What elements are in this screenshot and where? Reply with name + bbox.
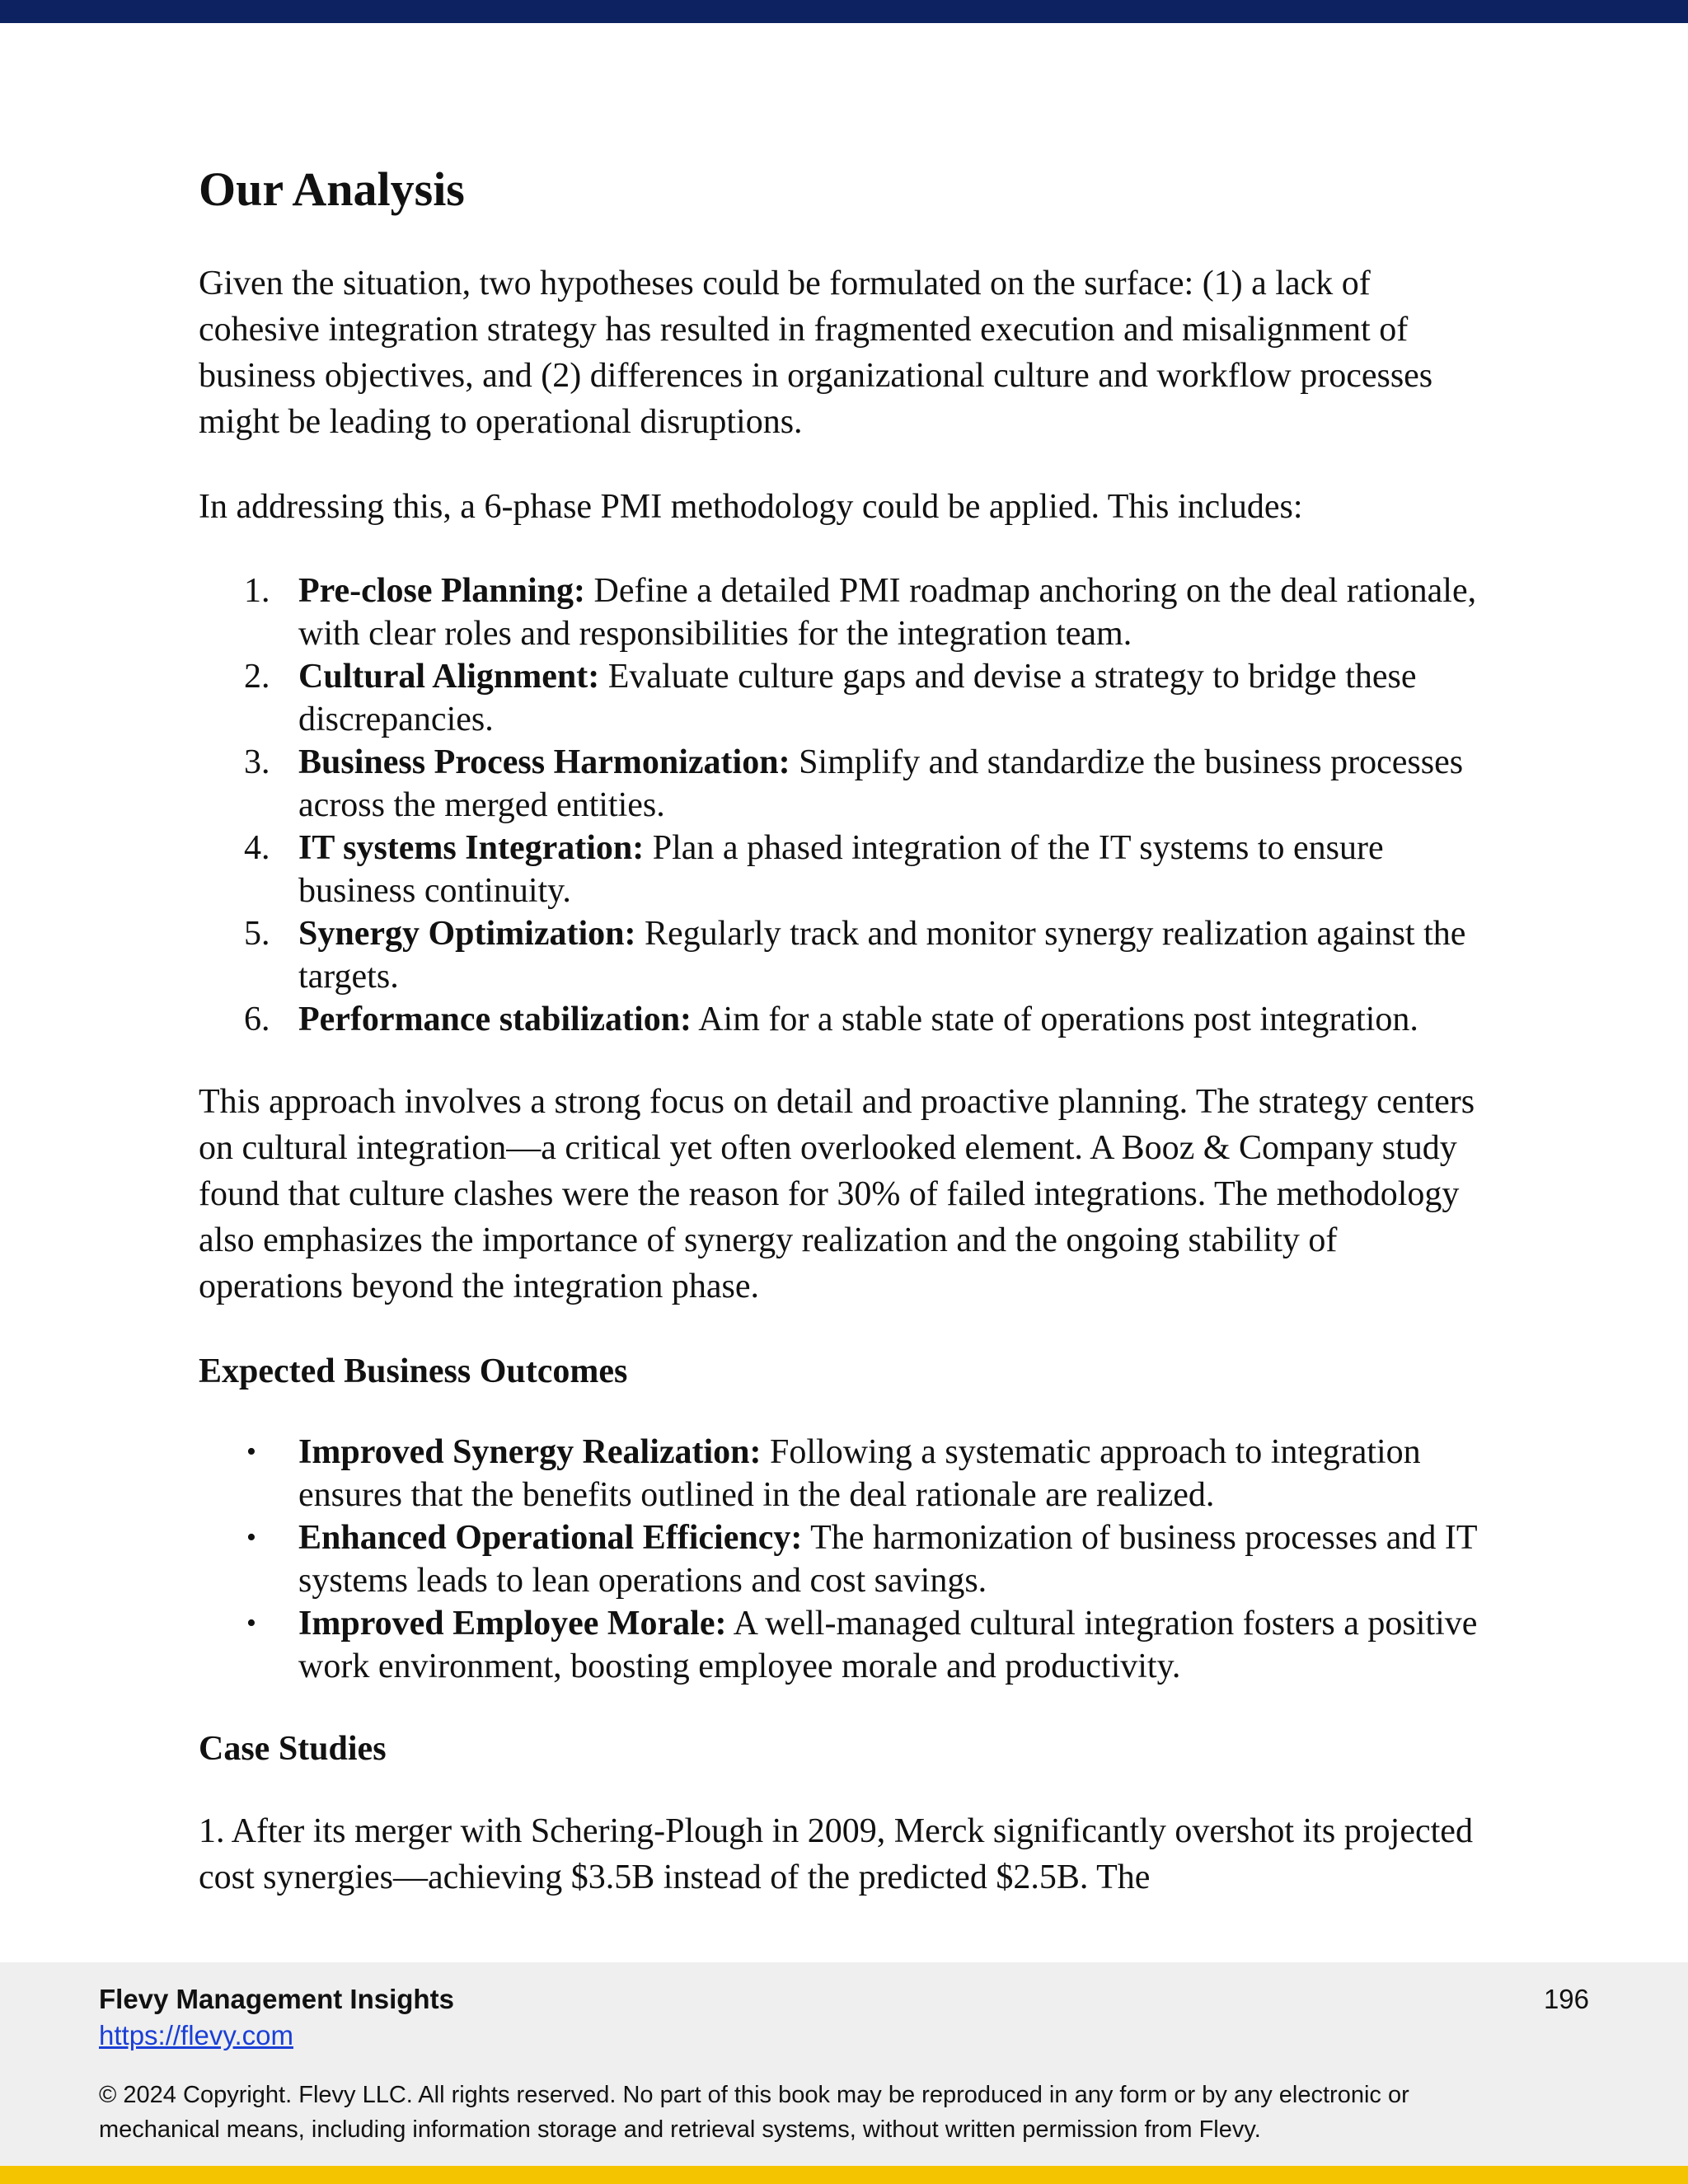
phase-description: Plan a phased integration of the IT systems to ensure business continuity. <box>298 829 1384 910</box>
phase-description: Define a detailed PMI roadmap anchoring on the deal rationale, with clear roles and responsibilities for the integration team. <box>298 572 1477 653</box>
footer-brand: Flevy Management Insights <box>99 1984 454 2014</box>
page-number: 196 <box>1543 1984 1589 2014</box>
case-studies-heading: Case Studies <box>199 1730 387 1768</box>
phase-item <box>199 655 1484 741</box>
phase-title: IT systems Integration: <box>298 829 645 867</box>
phase-title: Cultural Alignment: <box>298 658 600 696</box>
outcome-item <box>199 1516 1484 1602</box>
outcome-description: A well-managed cultural integration fosters a positive work environment, boosting employee morale and productivity. <box>298 1605 1478 1685</box>
outcome-title: Improved Synergy Realization: <box>298 1433 762 1471</box>
document-body <box>199 157 1484 1939</box>
phase-description: Regularly track and monitor synergy realization against the targets. <box>298 915 1466 996</box>
bullet-icon: • <box>246 1522 256 1553</box>
page-footer <box>0 1962 1688 2166</box>
outcome-title: Enhanced Operational Efficiency: <box>298 1519 803 1557</box>
phase-title: Business Process Harmonization: <box>298 743 790 781</box>
outcome-item <box>199 1431 1484 1516</box>
phase-title: Pre-close Planning: <box>298 572 586 610</box>
phase-number: 1. <box>244 572 270 610</box>
page-title: Our Analysis <box>199 162 465 216</box>
phase-description: Simplify and standardize the business processes across the merged entities. <box>298 743 1464 824</box>
phase-title: Performance stabilization: <box>298 1001 692 1038</box>
phase-number: 2. <box>244 658 270 696</box>
phase-number: 5. <box>244 915 270 953</box>
outcome-description: Following a systematic approach to integration ensures that the benefits outlined in the deal rationale are realized. <box>298 1433 1421 1514</box>
bottom-accent-bar <box>0 2166 1688 2184</box>
footer-link[interactable]: https://flevy.com <box>99 2020 293 2050</box>
phase-item <box>199 569 1484 655</box>
phase-item <box>199 827 1484 912</box>
phase-title: Synergy Optimization: <box>298 915 636 953</box>
case-study-paragraph: 1. After its merger with Schering-Plough in 2009, Merck significantly overshot its projected cost synergies—achieving $3.5B instead of the predicted $2.5B. The <box>199 1812 1473 1896</box>
outcome-item <box>199 1602 1484 1688</box>
outcomes-heading: Expected Business Outcomes <box>199 1352 628 1390</box>
top-accent-bar <box>0 0 1688 23</box>
outcomes-list <box>199 1431 1484 1688</box>
phase-item <box>199 998 1484 1041</box>
phase-item <box>199 912 1484 998</box>
phase-number: 4. <box>244 829 270 867</box>
phase-item <box>199 741 1484 827</box>
approach-paragraph: This approach involves a strong focus on detail and proactive planning. The strategy centers on cultural integration—a critical yet often overlooked element. A Booz & Company study found that culture clashes were the reason for 30% of failed integrations. The methodology also emphasizes the importance of synergy realization and the ongoing stability of operations beyond the integration phase. <box>199 1083 1475 1305</box>
outcome-title: Improved Employee Morale: <box>298 1605 727 1643</box>
phase-number: 3. <box>244 743 270 781</box>
methodology-intro: In addressing this, a 6-phase PMI methodology could be applied. This includes: <box>199 488 1303 526</box>
outcome-description: The harmonization of business processes and IT systems leads to lean operations and cost savings. <box>298 1519 1477 1600</box>
copyright-notice: © 2024 Copyright. Flevy LLC. All rights reserved. No part of this book may be reproduced in any form or by any electronic or mechanical means, including information storage and retrieval systems, without written permission from Flevy. <box>99 2082 1409 2143</box>
bullet-icon: • <box>246 1436 256 1467</box>
phase-description: Evaluate culture gaps and devise a strategy to bridge these discrepancies. <box>298 658 1417 738</box>
phase-number: 6. <box>244 1001 270 1038</box>
bullet-icon: • <box>246 1608 256 1638</box>
phase-list <box>199 569 1484 1041</box>
intro-paragraph: Given the situation, two hypotheses could be formulated on the surface: (1) a lack of cohesive integration strategy has resulted in fragmented execution and misalignment of business objectives, and (2) differences in organizational culture and workflow processes might be leading to operational disruptions. <box>199 265 1433 441</box>
phase-description: Aim for a stable state of operations post integration. <box>692 1001 1418 1038</box>
